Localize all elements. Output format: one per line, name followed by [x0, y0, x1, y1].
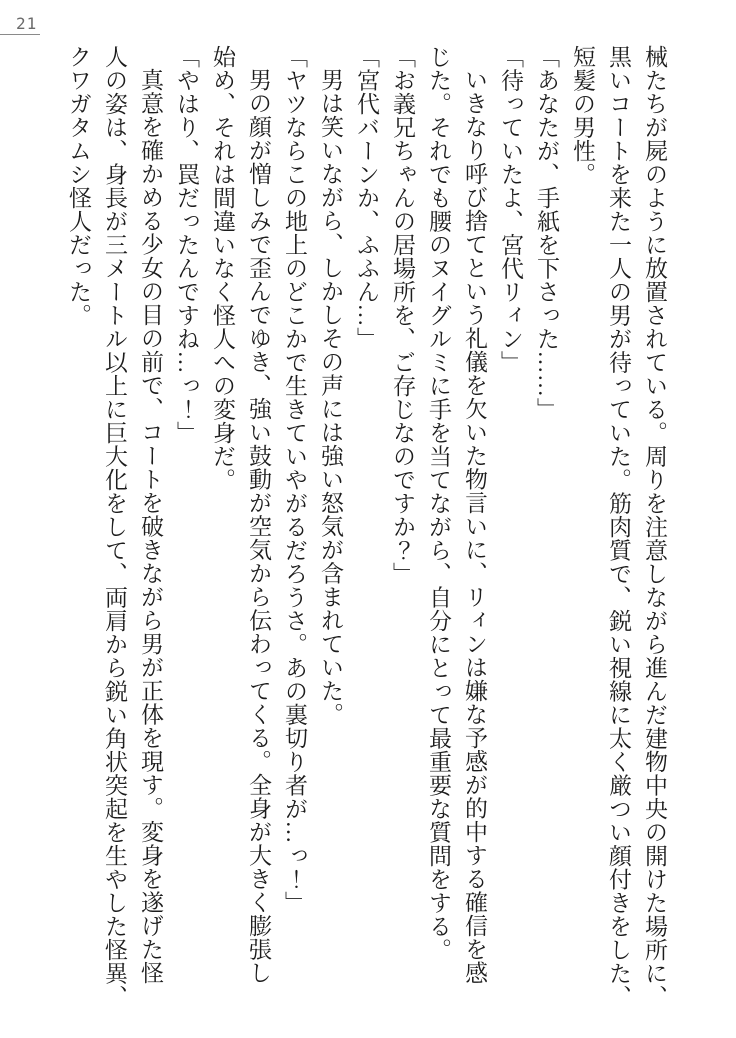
text-line: 真意を確かめる少女の目の前で、コートを破きながら男が正体を現す。変身を遂げた怪 [138, 68, 163, 985]
text-line: 械たちが屍のように放置されている。周りを注意しながら進んだ建物中央の開けた場所に、 [642, 45, 667, 1009]
page-number-underline [0, 34, 40, 35]
novel-text-body [60, 45, 672, 1007]
dialogue-line: 「待っていたよ、宮代リィン」 [498, 45, 523, 374]
text-line: クワガタムシ怪人だった。 [66, 45, 91, 327]
dialogue-line: 「あなたが、手紙を下さった……」 [534, 45, 559, 421]
dialogue-line: 「ヤツならこの地上のどこかで生きていやがるだろうさ。あの裏切り者が…っ！」 [282, 45, 307, 915]
text-line: 男は笑いながら、しかしその声には強い怒気が含まれていた。 [318, 68, 343, 726]
text-line: 短髪の男性。 [570, 45, 595, 186]
text-line: じた。それでも腰のヌイグルミに手を当てながら、自分にとって最重要な質問をする。 [426, 45, 451, 962]
dialogue-line: 「お義兄ちゃんの居場所を、ご存じなのですか？」 [390, 45, 415, 586]
text-line: 男の顔が憎しみで歪んでゆき、強い鼓動が空気から伝わってくる。全身が大きく膨張し [246, 68, 271, 985]
text-line: 人の姿は、身長が三メートル以上に巨大化をして、両肩から鋭い角状突起を生やした怪異、 [102, 45, 127, 1009]
text-line: 黒いコートを来た一人の男が待っていた。筋肉質で、鋭い視線に太く厳つい顔付きをした、 [606, 45, 631, 1009]
page-number: 21 [16, 14, 38, 33]
text-line: いきなり呼び捨てという礼儀を欠いた物言いに、リィンは嫌な予感が的中する確信を感 [462, 68, 487, 985]
page-header [0, 12, 40, 36]
text-line: 始め、それは間違いなく怪人への変身だ。 [210, 45, 235, 492]
dialogue-line: 「宮代バーンか、ふふん…」 [354, 45, 379, 351]
dialogue-line: 「やはり、罠だったんですね…っ！」 [174, 45, 199, 445]
